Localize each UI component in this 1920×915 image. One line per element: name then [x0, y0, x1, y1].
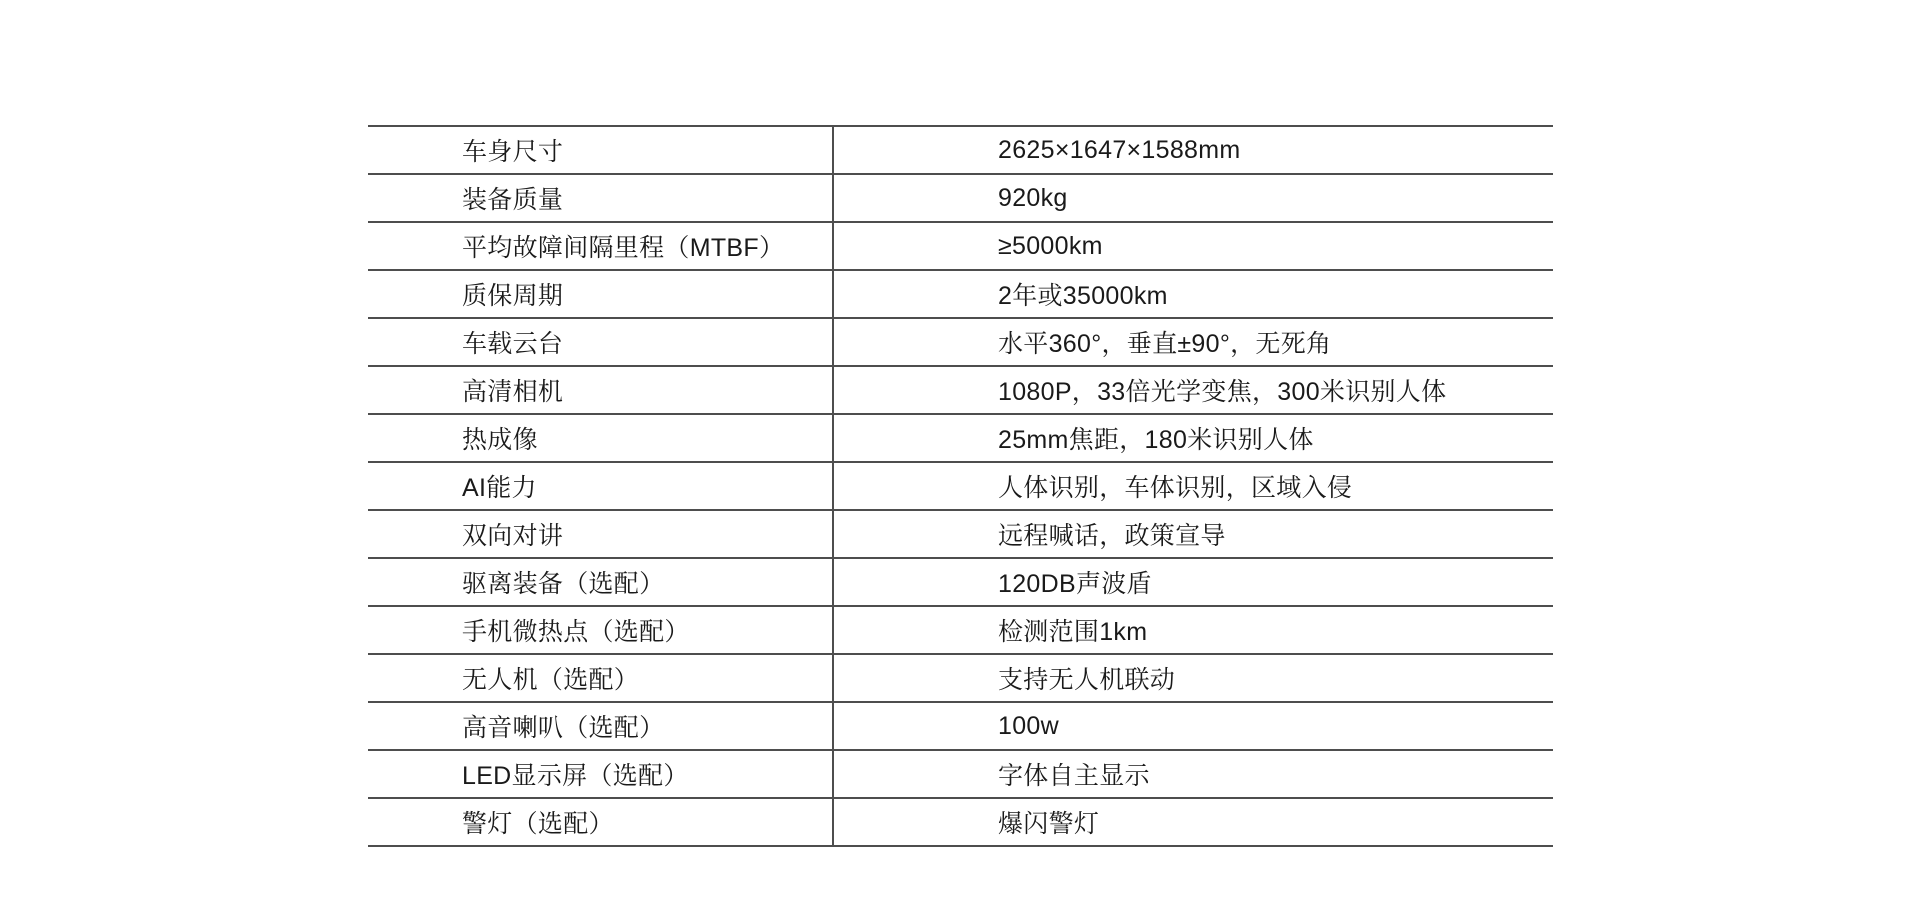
spec-label: AI能力 — [368, 463, 834, 509]
table-row — [368, 701, 1553, 749]
table-row — [368, 173, 1553, 221]
spec-value: 100w — [998, 711, 1059, 740]
table-row — [368, 605, 1553, 653]
spec-label: 双向对讲 — [368, 511, 834, 557]
spec-value: 远程喊话，政策宣导 — [998, 522, 1226, 550]
spec-value: 爆闪警灯 — [998, 810, 1100, 838]
spec-label: 车载云台 — [368, 319, 834, 365]
spec-label: 平均故障间隔里程（MTBF） — [368, 223, 834, 269]
spec-label: LED显示屏（选配） — [368, 751, 834, 797]
table-row — [368, 413, 1553, 461]
table-row — [368, 125, 1553, 173]
spec-value: 120DB声波盾 — [998, 570, 1152, 598]
table-row — [368, 557, 1553, 605]
spec-value: 2625×1647×1588mm — [998, 135, 1241, 164]
table-row — [368, 653, 1553, 701]
spec-value: 人体识别，车体识别，区域入侵 — [998, 474, 1353, 502]
table-row — [368, 269, 1553, 317]
table-row — [368, 749, 1553, 797]
spec-label: 装备质量 — [368, 175, 834, 221]
spec-value: 2年或35000km — [998, 282, 1168, 310]
spec-value: 支持无人机联动 — [998, 666, 1176, 694]
table-row — [368, 509, 1553, 557]
spec-label: 高清相机 — [368, 367, 834, 413]
table-row — [368, 365, 1553, 413]
spec-label: 高音喇叭（选配） — [368, 703, 834, 749]
spec-label: 警灯（选配） — [368, 799, 834, 845]
spec-label: 车身尺寸 — [368, 127, 834, 173]
spec-value: 字体自主显示 — [998, 762, 1150, 790]
table-row — [368, 797, 1553, 845]
spec-label: 热成像 — [368, 415, 834, 461]
spec-value: ≥5000km — [998, 231, 1103, 260]
spec-table — [368, 125, 1553, 847]
spec-value: 25mm焦距，180米识别人体 — [998, 426, 1314, 454]
table-row — [368, 461, 1553, 509]
spec-label: 质保周期 — [368, 271, 834, 317]
table-row — [368, 221, 1553, 269]
spec-value: 水平360°，垂直±90°，无死角 — [998, 330, 1332, 358]
spec-label: 手机微热点（选配） — [368, 607, 834, 653]
spec-value: 检测范围1km — [998, 618, 1148, 646]
table-row — [368, 317, 1553, 365]
spec-value: 1080P，33倍光学变焦，300米识别人体 — [998, 378, 1447, 406]
spec-label: 无人机（选配） — [368, 655, 834, 701]
spec-label: 驱离装备（选配） — [368, 559, 834, 605]
spec-value: 920kg — [998, 183, 1068, 212]
